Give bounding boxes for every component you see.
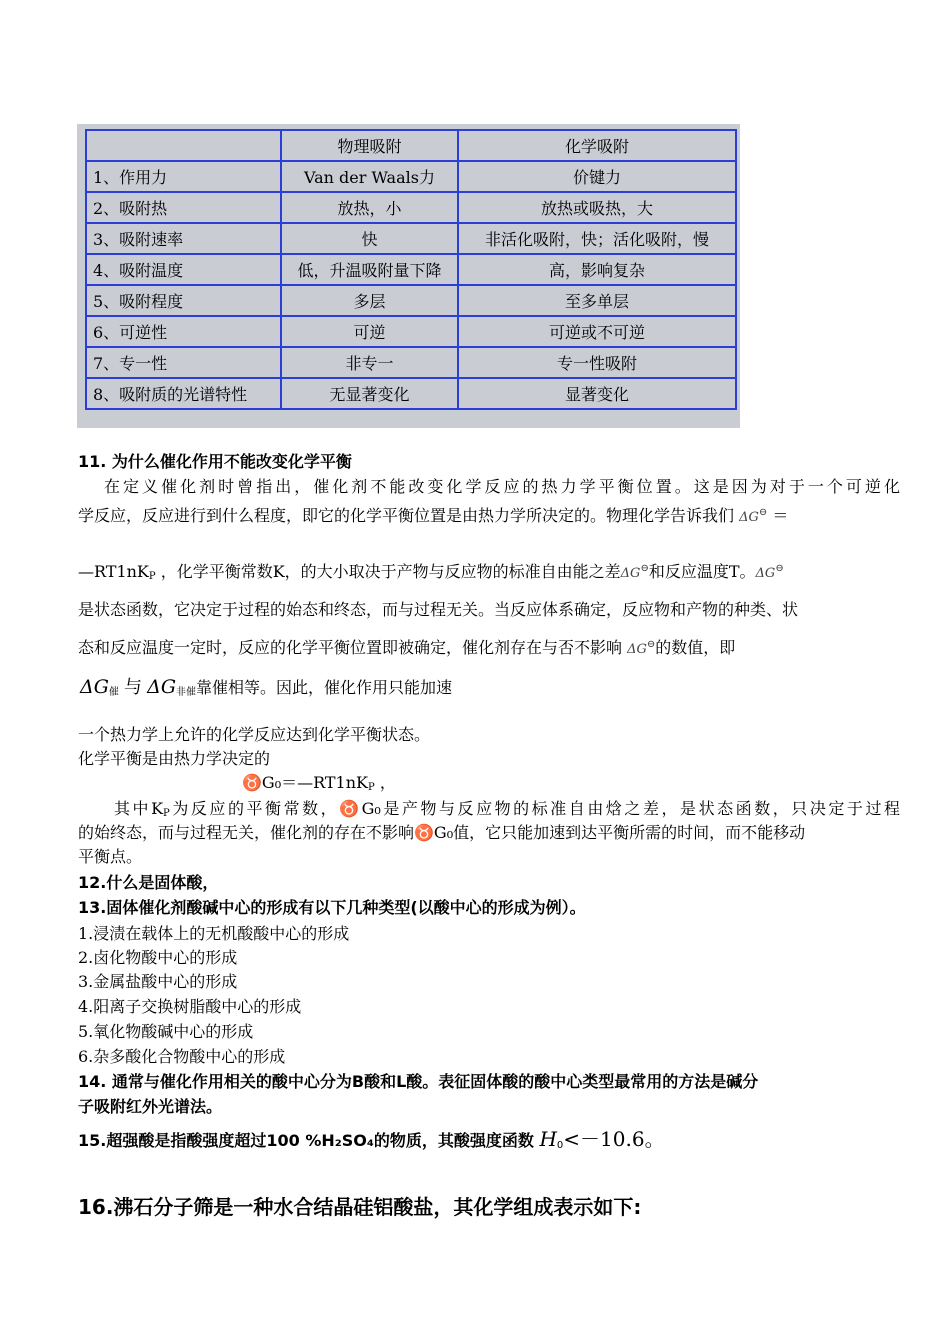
- table-row: [86, 285, 736, 316]
- q11-line2-tail: ＝: [772, 506, 789, 525]
- q11-title: 11. 为什么催化作用不能改变化学平衡: [78, 452, 352, 471]
- h0-symbol: H: [539, 1127, 557, 1151]
- theta-mark: ⊖: [775, 563, 784, 574]
- table-cell: 3、吸附速率: [86, 223, 281, 254]
- table-row: [86, 378, 736, 409]
- q11-line4: 是状态函数，它决定于过程的始态和终态，而与过程无关。当反应体系确定，反应物和产物的种类、状: [78, 600, 799, 619]
- table-cell: 低，升温吸附量下降: [281, 254, 458, 285]
- q14-line2: 子吸附红外光谱法。: [78, 1097, 223, 1116]
- table-cell: 多层: [281, 285, 458, 316]
- q13-item: 4.阳离子交换树脂酸中心的形成: [78, 997, 302, 1016]
- table-cell: 无显著变化: [281, 378, 458, 409]
- q11-line6-b: 靠催相等。因此，催化作用只能加速: [196, 678, 453, 697]
- h0-sub: 0: [556, 1140, 564, 1151]
- q13-item: 6.杂多酸化合物酸中心的形成: [78, 1047, 286, 1066]
- q11-line6: [80, 676, 452, 704]
- table-cell: 放热，小: [281, 192, 458, 223]
- delta-g-symbol: ΔG: [627, 642, 647, 657]
- delta-g-symbol: ΔG: [755, 566, 776, 581]
- table-cell: 6、可逆性: [86, 316, 281, 347]
- theta-mark: ⊖: [758, 507, 768, 518]
- q12-title: 12.什么是固体酸，: [78, 873, 219, 892]
- delta-g-symbol: ΔG: [80, 676, 109, 698]
- table-row: [86, 347, 736, 378]
- q11-line8: 化学平衡是由热力学决定的: [78, 749, 271, 768]
- q11-line7: 一个热力学上允许的化学反应达到化学平衡状态。: [78, 725, 431, 744]
- table-cell: 高，影响复杂: [458, 254, 736, 285]
- q11-line10: [114, 798, 900, 825]
- delta-g-symbol: ΔG: [739, 510, 759, 525]
- q11-line9-a: ♉G₀＝—RT1nK: [242, 773, 368, 792]
- q11-line5: [78, 634, 735, 661]
- delta-g-symbol: ΔG: [620, 566, 641, 581]
- q11-line3: [78, 558, 784, 588]
- table-cell: 8、吸附质的光谱特性: [86, 378, 281, 409]
- table-row: [86, 254, 736, 285]
- comparison-table: [85, 129, 737, 410]
- table-header-row: [86, 130, 736, 161]
- q13-item: 3.金属盐酸中心的形成: [78, 972, 238, 991]
- q13-item: 2.卤化物酸中心的形成: [78, 948, 238, 967]
- q11-line5-b: 的数值，即: [655, 638, 736, 657]
- delta-g-symbol: ΔG: [147, 676, 176, 698]
- delta-g-sub-cat: 催: [108, 687, 119, 698]
- table-cell: 7、专一性: [86, 347, 281, 378]
- table-cell: 非活化吸附，快；活化吸附，慢: [458, 223, 736, 254]
- table-cell: 5、吸附程度: [86, 285, 281, 316]
- q11-line1: 在定义催化剂时曾指出，催化剂不能改变化学反应的热力学平衡位置。这是因为对于一个可逆化: [104, 477, 900, 496]
- table-cell: Van der Waals力: [281, 161, 458, 192]
- q11-line10-b: 为反应的平衡常数，♉G₀是产物与反应物的标准自由焓之差，是状态函数，只决定于过程: [169, 799, 900, 818]
- table-row: [86, 161, 736, 192]
- h0-value: <－10.6。: [563, 1127, 665, 1151]
- table-cell: 2、吸附热: [86, 192, 281, 223]
- table-cell: 4、吸附温度: [86, 254, 281, 285]
- q11-line12: 平衡点。: [78, 847, 143, 866]
- q11-line9-sub: P: [368, 782, 375, 793]
- q13-item: 1.浸渍在载体上的无机酸酸中心的形成: [78, 924, 350, 943]
- delta-g-sub-noncat: 非催: [176, 687, 196, 698]
- q11-line3-a: —RT1nK: [78, 562, 149, 581]
- table-cell: 至多单层: [458, 285, 736, 316]
- q11-line9-tail: ，: [379, 773, 396, 792]
- q16-title: 16.沸石分子筛是一种水合结晶硅铝酸盐，其化学组成表示如下:: [78, 1195, 642, 1219]
- q13-title: 13.固体催化剂酸碱中心的形成有以下几种类型(以酸中心的形成为例）。: [78, 898, 586, 917]
- table-cell: 放热或吸热，大: [458, 192, 736, 223]
- q11-line2-text: 学反应，反应进行到什么程度，即它的化学平衡位置是由热力学所决定的。物理化学告诉我们: [78, 506, 735, 525]
- q11-line5-a: 态和反应温度一定时，反应的化学平衡位置即被确定，催化剂存在与否不影响: [78, 638, 623, 657]
- q13-item: 5.氧化物酸碱中心的形成: [78, 1022, 254, 1041]
- table-cell: 可逆或不可逆: [458, 316, 736, 347]
- q15-text: 15.超强酸是指酸强度超过100 %H₂SO₄的物质，其酸强度函数: [78, 1131, 534, 1150]
- theta-mark: ⊖: [646, 639, 656, 650]
- table-cell: 化学吸附: [458, 130, 736, 161]
- adsorption-comparison-table: [77, 124, 740, 428]
- table-cell: 价键力: [458, 161, 736, 192]
- q15-line: [78, 1128, 665, 1157]
- table-row: [86, 316, 736, 347]
- table-row: [86, 192, 736, 223]
- q11-line3-sub: P: [148, 571, 156, 582]
- theta-mark: ⊖: [640, 563, 649, 574]
- table-cell: [86, 130, 281, 161]
- q11-line10-a: 其中K: [114, 799, 164, 818]
- q14-line1: 14. 通常与催化作用相关的酸中心分为B酸和L酸。表征固体酸的酸中心类型最常用的方法是碱分: [78, 1072, 759, 1091]
- table-cell: 显著变化: [458, 378, 736, 409]
- table-cell: 快: [281, 223, 458, 254]
- q11-line6-mid: 与: [124, 677, 142, 698]
- table-cell: 非专一: [281, 347, 458, 378]
- q11-line11: 的始终态，而与过程无关，催化剂的存在不影响♉G₀值，它只能加速到达平衡所需的时间，而不能移动: [78, 823, 806, 842]
- q11-line9: [242, 772, 396, 799]
- q11-line2: [78, 502, 788, 529]
- table-cell: 1、作用力: [86, 161, 281, 192]
- q11-line10-sub: P: [163, 808, 170, 819]
- table-cell: 专一性吸附: [458, 347, 736, 378]
- table-cell: 物理吸附: [281, 130, 458, 161]
- table-cell: 可逆: [281, 316, 458, 347]
- q11-line3-b: ，化学平衡常数K，的大小取决于产物与反应物的标准自由能之差: [160, 562, 621, 581]
- table-row: [86, 223, 736, 254]
- q11-line3-c: 和反应温度T。: [648, 562, 756, 581]
